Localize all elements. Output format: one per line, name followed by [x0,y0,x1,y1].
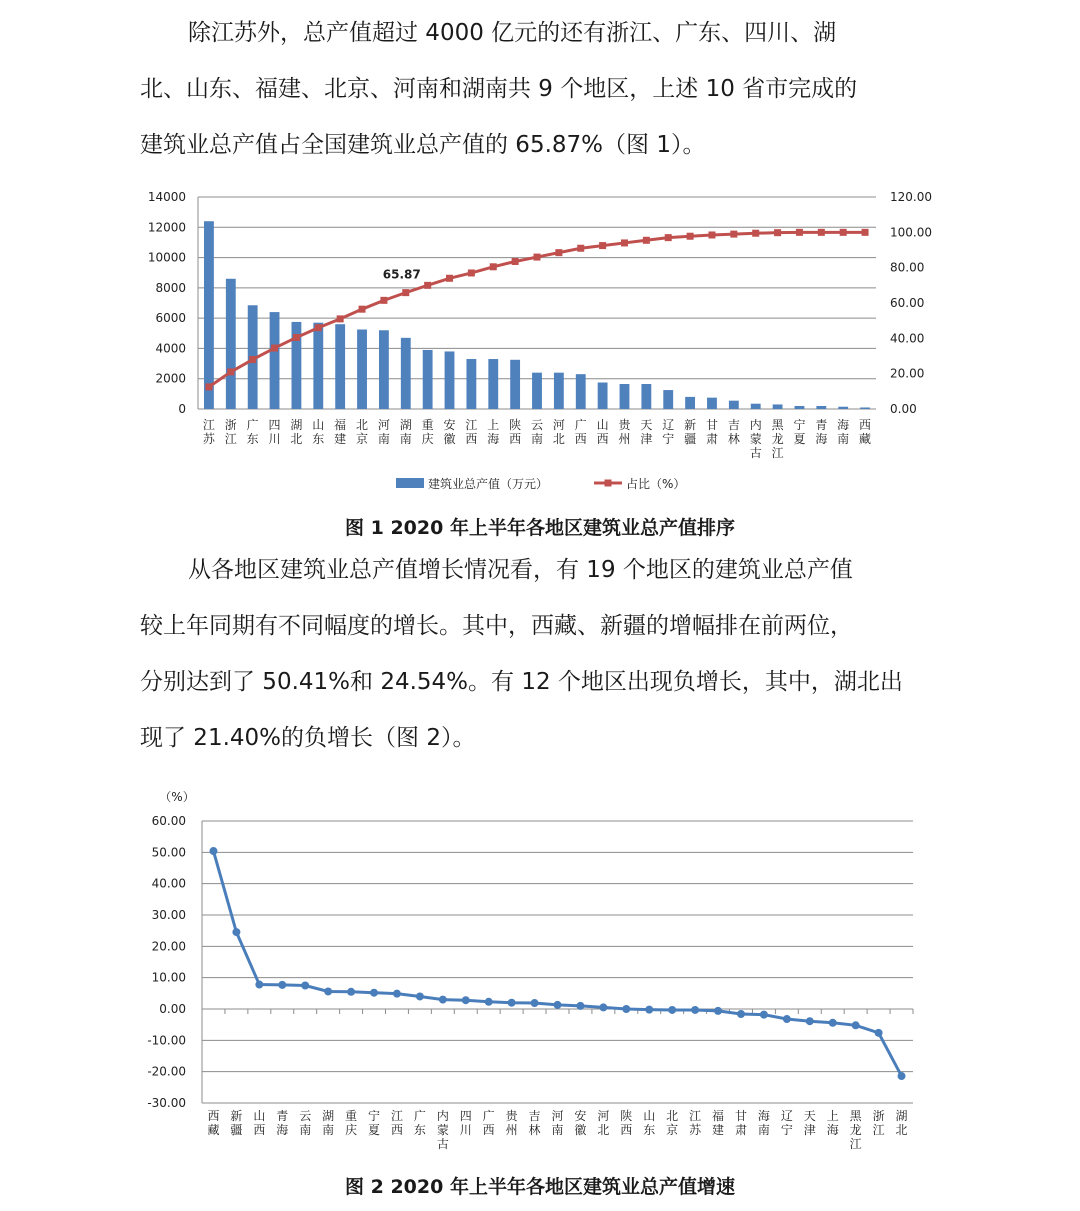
chart2-category-label: 古 [436,1137,449,1151]
chart2-category-label: 山 [643,1109,656,1123]
chart2-category-label: 江 [390,1109,403,1123]
chart1-share-point [730,231,737,238]
chart1-y-left-tick: 12000 [147,220,186,235]
chart1-category-label: 南 [399,432,412,446]
chart1-share-point [665,234,672,241]
chart1-share-point [402,289,409,296]
chart2-y-tick: -20.00 [147,1064,186,1079]
chart1-share-point [293,334,300,341]
chart1-category-label: 辽 [662,418,675,432]
chart1-share-point [380,297,387,304]
chart1-category-label: 北 [552,432,565,446]
chart2-growth-point [622,1005,630,1013]
chart1-category-label: 西 [596,432,609,446]
chart1-category-label: 林 [727,432,740,446]
chart1-bar [641,384,651,409]
chart2-growth-point [393,990,401,998]
chart1-y-left-tick: 4000 [155,341,186,356]
paragraph-2 [140,542,940,766]
chart1-category-label: 古 [749,446,762,460]
chart2-category-label: 贵 [505,1109,518,1123]
chart1-bar [423,350,433,409]
chart2-category-label: 南 [299,1123,312,1137]
chart2-y-tick: 20.00 [151,939,186,954]
chart1-category-label: 广 [246,418,259,432]
chart1-category-label: 青 [815,418,828,432]
chart1-share-point [468,269,475,276]
chart1-category-label: 浙 [224,418,237,432]
chart2-growth-point [370,989,378,997]
chart1-category-label: 西 [574,432,587,446]
chart2-category-label: 西 [482,1123,495,1137]
chart2-growth-point [554,1001,562,1009]
chart2-y-tick: 40.00 [151,876,186,891]
chart1-category-label: 东 [312,432,325,446]
chart1-category-label: 天 [640,418,653,432]
chart2-growth-point [508,999,516,1007]
chart1-bar [576,374,586,409]
chart1-y-right-tick: 0.00 [890,402,917,416]
chart1-category-label: 南 [837,432,850,446]
chart1-category-label: 西 [859,418,872,432]
chart2-category-label: 黑 [849,1109,862,1123]
chart1-legend-bar-label: 建筑业总产值（万元） [428,477,549,491]
chart1-bar [445,351,455,409]
chart2-y-tick: 10.00 [151,970,186,985]
chart2-y-tick: 60.00 [151,814,186,828]
chart1-share-point [424,282,431,289]
chart2-category-label: 北 [666,1109,679,1123]
chart1-category-label: 山 [312,418,325,432]
chart2-category-label: 东 [643,1123,656,1137]
chart2-category-label: 西 [620,1123,633,1137]
chart2-category-label: 重 [345,1109,358,1123]
chart1-category-label: 新 [684,418,697,432]
chart1-share-point [599,242,606,249]
chart1-category-label: 湖 [399,418,412,432]
chart1-category-label: 夏 [793,432,806,446]
chart1-share-point [249,356,256,363]
chart2-growth-point [898,1072,906,1080]
chart1-share-point [621,239,628,246]
chart2-category-label: 云 [299,1109,312,1123]
paragraph-1-line-2: 北、山东、福建、北京、河南和湖南共 9 个地区，上述 10 省市完成的 [140,76,858,102]
chart2-category-label: 陕 [620,1109,633,1123]
chart2-growth-point [255,981,263,989]
chart1-bar [554,373,564,409]
chart2-category-label: 广 [413,1109,426,1123]
chart2-growth-point [439,996,447,1004]
chart1-category-label: 河 [552,418,565,432]
chart2-category-label: 肃 [734,1123,747,1137]
chart1-category-label: 宁 [662,432,675,446]
chart2-category-label: 苏 [689,1123,702,1137]
chart1-annotation: 65.87 [382,267,421,282]
chart2-growth-point [714,1007,722,1015]
paragraph-1-line-1: 除江苏外，总产值超过 4000 亿元的还有浙江、广东、四川、湖 [188,20,837,46]
chart2-growth-point [599,1003,607,1011]
chart2-category-label: 夏 [368,1123,381,1137]
chart1-category-label: 北 [356,418,369,432]
chart1-share-point [555,249,562,256]
chart1-y-right-tick: 20.00 [890,366,925,381]
chart2-category-label: 北 [895,1123,908,1137]
chart2-growth-point [485,998,493,1006]
chart1-category-label: 广 [574,418,587,432]
chart1-bar [685,397,695,409]
chart2-category-label: 津 [803,1123,816,1137]
chart2-category-label: 河 [597,1109,610,1123]
chart2-category-label: 建 [712,1123,725,1137]
chart1-bar [729,401,739,409]
chart2-category-label: 庆 [345,1123,358,1137]
chart1-share-point [752,230,759,237]
chart2-category-label: 徽 [574,1123,587,1137]
chart2-category-label: 辽 [780,1109,793,1123]
chart1-y-right-tick: 80.00 [890,260,925,275]
chart2-growth-point [691,1006,699,1014]
chart1-bar [204,221,214,409]
chart2-category-label: 东 [413,1123,426,1137]
chart2-y-tick: -10.00 [147,1033,186,1048]
chart2-category-label: 西 [207,1109,220,1123]
chart2-category-label: 林 [528,1123,541,1137]
chart1-bar [838,407,848,409]
chart1-category-label: 南 [377,432,390,446]
chart2-growth-point [668,1006,676,1014]
chart2-growth-point [852,1021,860,1029]
chart1-share-point [840,229,847,236]
paragraph-2-line-1: 从各地区建筑业总产值增长情况看，有 19 个地区的建筑业总产值 [188,557,853,583]
chart1-category-label: 江 [465,418,478,432]
chart2-category-label: 甘 [734,1109,747,1123]
chart2-growth-point [324,987,332,995]
chart2-category-label: 四 [459,1109,472,1123]
chart1-bar [379,330,389,409]
chart2-category-label: 天 [803,1109,816,1123]
paragraph-2-line-2: 较上年同期有不同幅度的增长。其中，西藏、新疆的增幅排在前两位， [140,613,853,639]
chart1-share-point [534,254,541,261]
chart1-category-label: 川 [268,432,281,446]
chart2-growth-point [209,847,217,855]
chart1-category-label: 陕 [509,418,522,432]
chart1-category-label: 宁 [793,418,806,432]
figure-1-caption: 图 1 2020 年上半年各地区建筑业总产值排序 [345,517,735,539]
chart1-category-label: 庆 [421,432,434,446]
chart2-growth-point [806,1017,814,1025]
chart2-category-label: 川 [459,1123,472,1137]
chart1-y-left-tick: 8000 [155,280,186,295]
chart1-category-label: 江 [224,432,237,446]
chart2-category-label: 海 [826,1123,839,1137]
chart1-share-point [796,229,803,236]
chart1-category-label: 南 [530,432,544,446]
chart1-category-label: 西 [509,432,522,446]
chart1-bar [751,404,761,409]
chart1-share-point [512,258,519,265]
chart2-category-label: 湖 [322,1109,335,1123]
chart2-category-label: 海 [276,1123,289,1137]
chart1-category-label: 云 [530,418,544,432]
chart1-category-label: 甘 [705,418,718,432]
chart1-category-label: 北 [290,432,303,446]
chart1-category-label: 江 [771,446,784,460]
chart1-share-point [315,324,322,331]
chart1-category-label: 黑 [771,418,784,432]
chart1-bar [466,359,476,409]
chart2-category-label: 京 [666,1123,679,1137]
chart1-category-label: 龙 [771,432,784,446]
chart2-category-label: 河 [551,1109,564,1123]
chart2-category-label: 浙 [872,1109,885,1123]
chart2-category-label: 内 [436,1109,449,1123]
chart1-bar [226,279,236,409]
chart1-category-label: 苏 [202,432,215,446]
chart1-share-point [446,275,453,282]
chart1-bar [663,390,673,409]
chart2-category-label: 青 [276,1109,289,1123]
chart1-share-point [577,245,584,252]
chart1-bar [773,404,783,409]
chart2-category-label: 北 [597,1123,610,1137]
chart2-category-label: 安 [574,1109,587,1123]
chart1-category-label: 肃 [705,432,718,446]
chart1-share-point [862,229,869,236]
chart1-bar [401,338,411,409]
chart1-bar [357,330,367,410]
chart2-y-tick: 0.00 [159,1002,186,1016]
chart1-share-point [337,315,344,322]
chart2-growth-point [416,992,424,1000]
chart1-category-label: 京 [356,432,369,446]
chart1-category-label: 海 [815,432,828,446]
chart2-growth-point [301,982,309,990]
chart1-y-right-tick: 120.00 [890,190,932,204]
chart2-category-label: 宁 [368,1109,381,1123]
figure-2-caption: 图 2 2020 年上半年各地区建筑业总产值增速 [345,1176,735,1198]
chart2-y-unit-label: （%） [159,790,195,804]
chart2-growth-point [462,996,470,1004]
chart2-category-label: 州 [505,1123,518,1137]
chart1-bar [488,359,498,409]
chart2-category-label: 宁 [780,1123,793,1137]
chart1-category-label: 津 [640,432,653,446]
chart1-share-point [708,231,715,238]
chart1-bar [598,383,608,410]
chart2-category-label: 南 [757,1123,770,1137]
chart2-growth-point [875,1029,883,1037]
chart1-bar [795,406,805,409]
chart1-category-label: 疆 [684,432,697,446]
chart2-category-label: 广 [482,1109,495,1123]
paragraph-2-line-4: 现了 21.40%的负增长（图 2）。 [140,725,476,751]
chart1-category-label: 重 [421,418,434,432]
chart1-category-label: 江 [202,418,215,432]
chart1-bar [707,398,717,409]
chart1-category-label: 州 [618,432,631,446]
chart2-category-label: 山 [253,1109,266,1123]
chart2-category-label: 南 [551,1123,564,1137]
chart1-share-point [818,229,825,236]
chart1-bar [270,312,280,409]
chart1-category-label: 河 [377,418,390,432]
chart1-bar [816,406,826,409]
chart1-bar [313,323,323,409]
chart2-category-label: 新 [230,1109,243,1123]
chart1-y-right-tick: 40.00 [890,331,925,346]
chart2-category-label: 湖 [895,1109,908,1123]
chart1-share-point [359,306,366,313]
chart1-category-label: 海 [487,432,500,446]
chart1-share-point [687,233,694,240]
chart1-category-label: 山 [596,418,609,432]
chart1-share-point [205,383,212,390]
chart2-growth-point [829,1019,837,1027]
chart1-category-label: 四 [268,418,281,432]
chart2-category-label: 江 [689,1109,702,1123]
chart2-category-label: 龙 [849,1123,862,1137]
chart1-share-point [774,229,781,236]
chart1-share-point [490,263,497,270]
chart2-category-label: 西 [253,1123,266,1137]
chart1-category-label: 蒙 [749,432,762,446]
chart1-bar [860,407,870,409]
chart1-category-label: 上 [487,418,500,432]
chart2-y-tick: -30.00 [147,1096,186,1110]
chart2-category-label: 藏 [207,1123,220,1137]
chart-1-regional-output [0,180,1080,500]
chart2-y-tick: 50.00 [151,845,186,860]
chart1-bar [335,324,345,409]
chart1-y-left-tick: 10000 [147,250,186,265]
chart2-growth-point [531,999,539,1007]
chart1-y-left-tick: 2000 [155,371,186,386]
paragraph-1 [140,5,940,173]
chart1-category-label: 西 [465,432,478,446]
chart2-y-tick: 30.00 [151,908,186,922]
chart1-category-label: 贵 [618,418,631,432]
chart2-category-label: 海 [757,1109,770,1123]
chart2-category-label: 江 [872,1123,885,1137]
chart2-category-label: 蒙 [436,1123,449,1137]
chart1-category-label: 海 [837,418,850,432]
paragraph-1-line-3: 建筑业总产值占全国建筑业总产值的 65.87%（图 1）。 [140,132,706,158]
chart1-bar [620,384,630,409]
chart2-growth-point [737,1010,745,1018]
chart1-category-label: 内 [749,418,762,432]
chart2-growth-point [645,1006,653,1014]
chart1-share-point [643,237,650,244]
chart1-category-label: 徽 [443,432,456,446]
chart1-category-label: 吉 [727,418,740,432]
paragraph-2-line-3: 分别达到了 50.41%和 24.54%。有 12 个地区出现负增长，其中，湖北出 [140,669,903,695]
chart1-y-left-tick: 14000 [147,190,186,204]
chart2-category-label: 福 [712,1109,725,1123]
chart1-legend-line-marker [605,480,612,487]
chart2-category-label: 西 [390,1123,403,1137]
chart1-y-left-tick: 0 [178,402,186,416]
chart2-growth-point [783,1015,791,1023]
chart2-category-label: 吉 [528,1109,541,1123]
chart1-share-point [227,368,234,375]
chart1-legend-line-label: 占比（%） [626,477,686,491]
chart1-legend-bar-swatch [396,478,424,488]
chart1-y-right-tick: 100.00 [890,225,932,240]
chart1-category-label: 东 [246,432,259,446]
chart2-category-label: 疆 [230,1123,243,1137]
chart1-y-left-tick: 6000 [155,311,186,326]
chart1-category-label: 湖 [290,418,303,432]
chart2-growth-point [278,981,286,989]
chart1-category-label: 藏 [859,432,872,446]
chart2-growth-point [347,988,355,996]
chart1-category-label: 安 [443,418,456,432]
chart2-category-label: 上 [826,1109,839,1123]
chart1-bar [510,360,520,409]
chart2-category-label: 江 [849,1137,862,1151]
chart1-y-right-tick: 60.00 [890,296,925,310]
chart-2-growth-rate [0,780,1080,1170]
chart2-growth-point [232,928,240,936]
chart1-category-label: 建 [334,432,347,446]
chart1-bar [532,373,542,409]
chart2-category-label: 南 [322,1123,335,1137]
chart2-growth-point [576,1002,584,1010]
chart2-growth-line [213,851,901,1076]
chart1-share-point [271,345,278,352]
chart1-category-label: 福 [334,418,347,432]
chart2-growth-point [760,1011,768,1019]
